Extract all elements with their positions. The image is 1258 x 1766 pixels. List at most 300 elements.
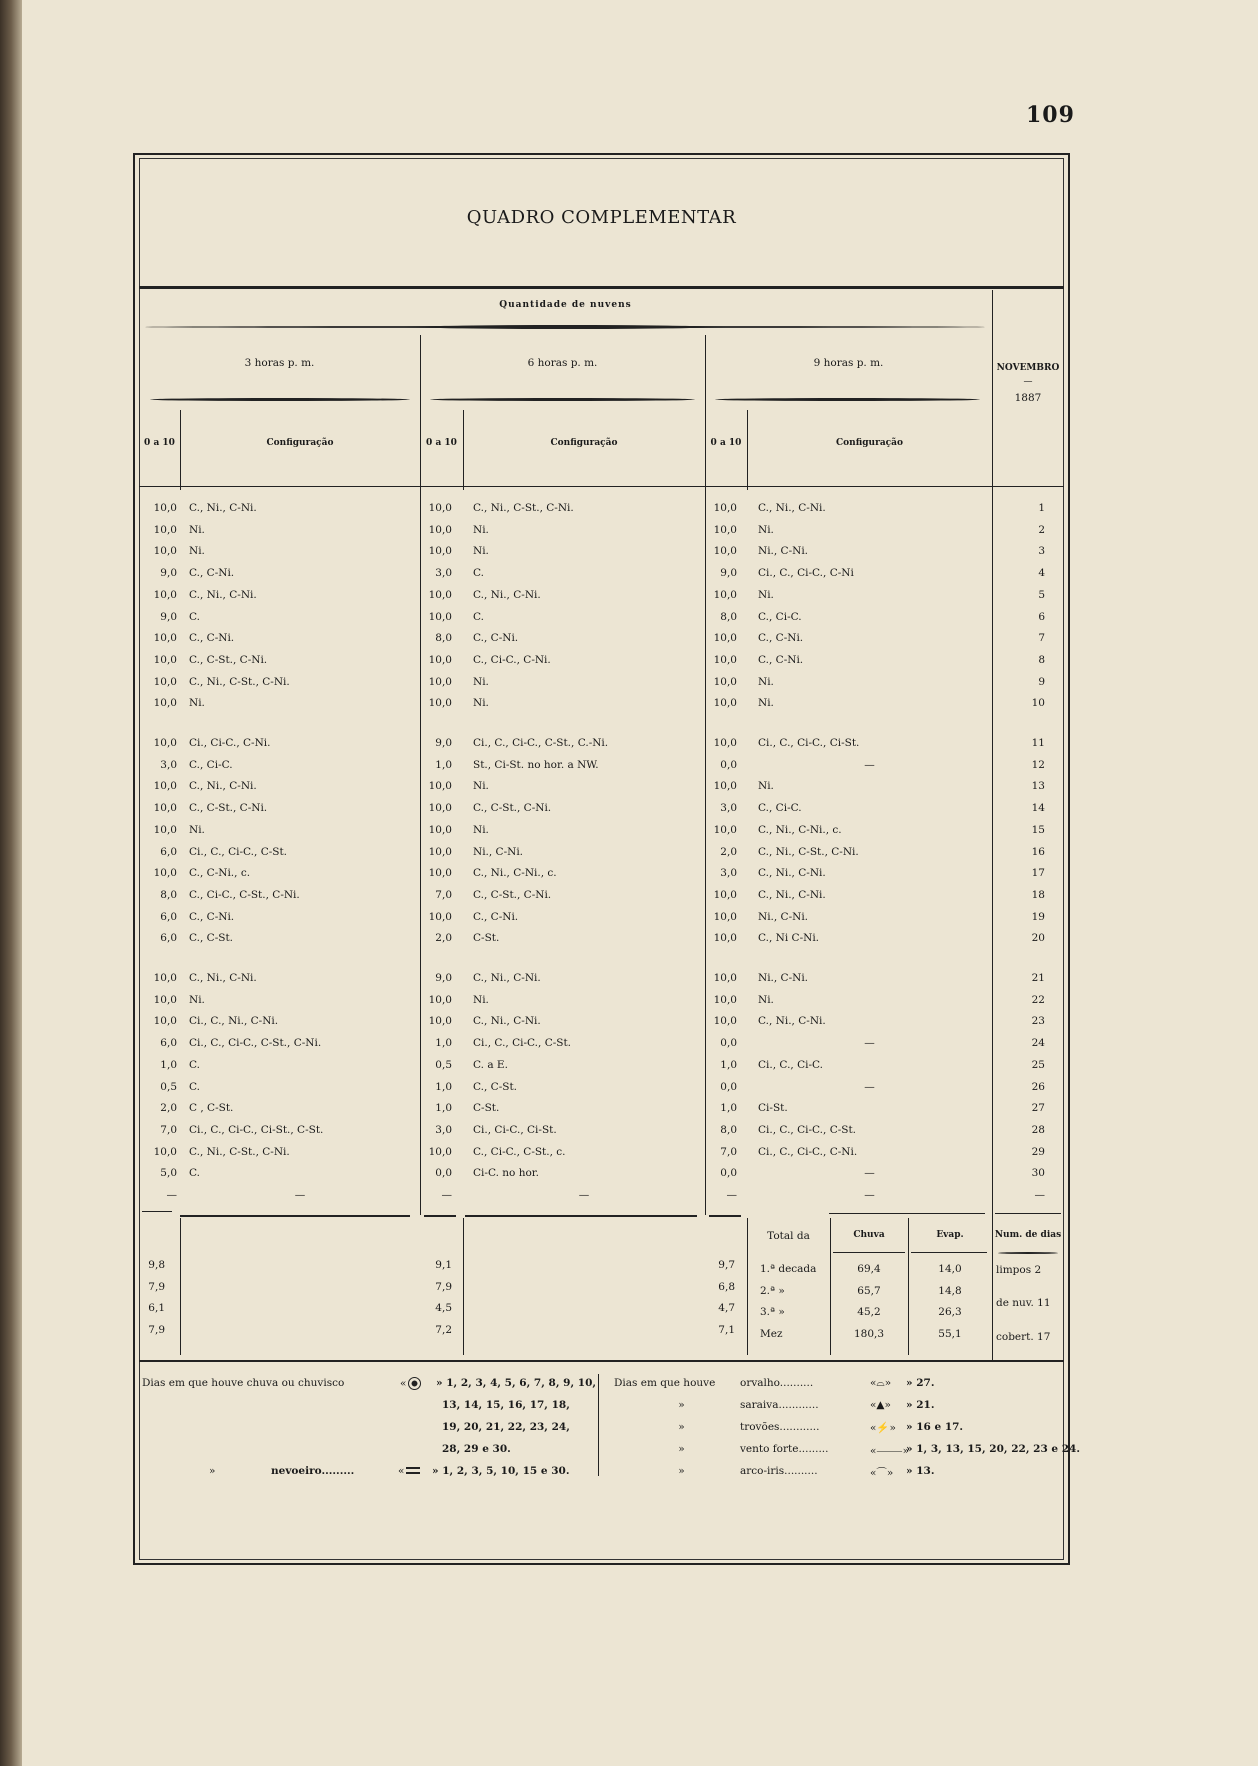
year-label: 1887 bbox=[1014, 392, 1042, 404]
summary-divider-3h bbox=[180, 1218, 181, 1355]
cloud-amount-9h: 8,0 bbox=[720, 1123, 737, 1136]
cloud-amount-9h: 10,0 bbox=[713, 502, 737, 514]
cloud-amount-9h: 0,0 bbox=[720, 758, 737, 771]
cloud-amount-6h: 10,0 bbox=[428, 675, 452, 688]
cloud-config-9h: Ni. bbox=[758, 697, 774, 710]
cloud-config-3h: Ni. bbox=[189, 523, 205, 536]
cloud-config-9h: — bbox=[864, 1189, 875, 1201]
month-label: NOVEMBRO bbox=[996, 363, 1060, 373]
notes-divider bbox=[598, 1374, 599, 1476]
cloud-config-6h: C., C-St., C-Ni. bbox=[473, 888, 552, 901]
cloud-config-6h: Ci., C., Ci-C., C-St. bbox=[473, 1037, 572, 1050]
cloud-amount-6h: 10,0 bbox=[428, 697, 452, 710]
cloud-amount-3h: 10,0 bbox=[153, 632, 177, 645]
cloud-config-6h: C., Ci-C., C-Ni. bbox=[473, 653, 551, 666]
cloud-config-6h: Ni., C-Ni. bbox=[473, 845, 524, 858]
day-number: 18 bbox=[1031, 888, 1045, 901]
cloud-config-3h: C., C-Ni. bbox=[189, 910, 235, 923]
scale-divider-6h bbox=[463, 410, 464, 490]
cloud-config-9h: C., Ni., C-Ni. bbox=[758, 867, 826, 880]
day-number: 3 bbox=[1038, 545, 1045, 558]
fog-days: » 1, 2, 3, 5, 10, 15 e 30. bbox=[432, 1465, 570, 1477]
cloud-amount-3h: 10,0 bbox=[153, 523, 177, 536]
cloud-amount-9h: 7,0 bbox=[720, 1145, 737, 1158]
page-number: 109 bbox=[1026, 102, 1075, 128]
cloud-amount-9h: 2,0 bbox=[720, 845, 737, 858]
cloud-config-6h: C., C-St., C-Ni. bbox=[473, 802, 552, 815]
day-number: 4 bbox=[1038, 567, 1045, 580]
cloud-amount-9h: 1,0 bbox=[720, 1102, 737, 1115]
cloud-config-3h: Ni. bbox=[189, 697, 205, 710]
day-number: 24 bbox=[1031, 1037, 1045, 1050]
rain-days-1: » 1, 2, 3, 4, 5, 6, 7, 8, 9, 10, bbox=[436, 1377, 597, 1389]
note-days: » 21. bbox=[906, 1399, 935, 1411]
cloud-config-6h: C., Ci-C., C-St., c. bbox=[473, 1145, 566, 1158]
period-label: Mez bbox=[760, 1327, 783, 1340]
cloud-config-9h: Ni. bbox=[758, 588, 774, 601]
cloud-config-6h: Ni. bbox=[473, 523, 489, 536]
cloud-amount-3h: 10,0 bbox=[153, 972, 177, 984]
day-number: 28 bbox=[1031, 1123, 1045, 1136]
cloud-amount-6h: 10,0 bbox=[428, 823, 452, 836]
note-days: » 16 e 17. bbox=[906, 1421, 964, 1433]
cloud-config-6h: C., C-Ni. bbox=[473, 910, 519, 923]
days-overcast: cobert. 17 bbox=[996, 1331, 1051, 1343]
cloud-amount-9h: 10,0 bbox=[713, 823, 737, 836]
cloud-config-3h: C., Ni., C-Ni. bbox=[189, 780, 257, 793]
cloud-config-6h: C. bbox=[473, 610, 484, 623]
cloud-amount-6h: 10,0 bbox=[428, 1015, 452, 1028]
cloud-config-6h: Ni. bbox=[473, 675, 489, 688]
cloud-config-6h: C-St. bbox=[473, 1102, 500, 1115]
cloud-config-9h: Ni. bbox=[758, 780, 774, 793]
cloud-config-3h: Ci., Ci-C., C-Ni. bbox=[189, 737, 271, 749]
cloud-config-9h: C., Ni C-Ni. bbox=[758, 932, 820, 945]
cloud-config-9h: C., C-Ni. bbox=[758, 653, 804, 666]
cloud-amount-9h: 0,0 bbox=[720, 1037, 737, 1050]
summary-divider-6h bbox=[463, 1218, 464, 1355]
cloud-config-3h: C., C-St. bbox=[189, 932, 234, 945]
cloud-amount-6h: 9,0 bbox=[435, 737, 452, 749]
day-number: 16 bbox=[1031, 845, 1045, 858]
day-number: 25 bbox=[1031, 1058, 1045, 1071]
num-days-header: Num. de dias bbox=[994, 1230, 1062, 1240]
cloud-amount-6h: 7,0 bbox=[435, 888, 452, 901]
cloud-config-3h: C., C-Ni. bbox=[189, 567, 235, 580]
note-prefix: » bbox=[678, 1399, 685, 1411]
subtitle: Quantidade de nuvens bbox=[499, 300, 632, 310]
rainbow-icon: «⌒» bbox=[870, 1467, 894, 1479]
cloud-amount-9h: 10,0 bbox=[713, 653, 737, 666]
day-number: 30 bbox=[1031, 1167, 1045, 1180]
day-number: 27 bbox=[1031, 1102, 1045, 1115]
cloud-config-3h: Ni. bbox=[189, 823, 205, 836]
cloud-config-9h: C., Ci-C. bbox=[758, 610, 802, 623]
cloud-amount-9h: 10,0 bbox=[713, 1015, 737, 1028]
cloud-amount-3h: 6,0 bbox=[160, 910, 177, 923]
cloud-config-3h: C , C-St. bbox=[189, 1102, 234, 1115]
cloud-config-9h: Ci., C., Ci-C. bbox=[758, 1058, 824, 1071]
day-number: 23 bbox=[1031, 1015, 1045, 1028]
note-days: » 1, 3, 13, 15, 20, 22, 23 e 24. bbox=[906, 1443, 1081, 1455]
cloud-amount-6h: 10,0 bbox=[428, 523, 452, 536]
average-9h: 9,7 bbox=[718, 1259, 735, 1271]
cloud-amount-3h: 8,0 bbox=[160, 888, 177, 901]
cloud-config-3h: C. bbox=[189, 1167, 200, 1180]
days-clear: limpos 2 bbox=[996, 1264, 1042, 1276]
day-number: — bbox=[1034, 1189, 1045, 1201]
cloud-amount-3h: 10,0 bbox=[153, 993, 177, 1006]
day-number: 1 bbox=[1038, 502, 1045, 514]
cloud-config-3h: C., Ni., C-Ni. bbox=[189, 502, 257, 514]
thunder-icon: «⚡» bbox=[870, 1422, 896, 1434]
cloud-amount-6h: 10,0 bbox=[428, 610, 452, 623]
cloud-config-6h: Ni. bbox=[473, 545, 489, 558]
cloud-amount-3h: 3,0 bbox=[160, 758, 177, 771]
cloud-amount-6h: 10,0 bbox=[428, 867, 452, 880]
cloud-config-9h: Ni., C-Ni. bbox=[758, 910, 809, 923]
cloud-amount-3h: 10,0 bbox=[153, 502, 177, 514]
cloud-amount-6h: 10,0 bbox=[428, 653, 452, 666]
day-number: 15 bbox=[1031, 823, 1045, 836]
day-number: 7 bbox=[1038, 632, 1045, 645]
notes-top-rule bbox=[139, 1360, 1064, 1362]
note-prefix: » bbox=[678, 1443, 685, 1455]
cloud-amount-3h: 10,0 bbox=[153, 802, 177, 815]
day-number: 13 bbox=[1031, 780, 1045, 793]
cloud-config-9h: Ni. bbox=[758, 993, 774, 1006]
cloud-config-3h: C., C-St., C-Ni. bbox=[189, 802, 268, 815]
evap-header-rule bbox=[911, 1252, 987, 1253]
summary-rule-ac bbox=[180, 1215, 410, 1217]
cloud-amount-3h: 10,0 bbox=[153, 545, 177, 558]
cloud-config-3h: Ni. bbox=[189, 993, 205, 1006]
cloud-config-9h: C., Ni., C-Ni. bbox=[758, 888, 826, 901]
cloud-amount-3h: 9,0 bbox=[160, 610, 177, 623]
rain-total: 45,2 bbox=[857, 1306, 881, 1318]
cloud-config-9h: Ni. bbox=[758, 523, 774, 536]
cloud-amount-9h: 10,0 bbox=[713, 888, 737, 901]
cloud-config-9h: C., Ni., C-Ni., c. bbox=[758, 823, 842, 836]
cloud-amount-6h: 10,0 bbox=[428, 845, 452, 858]
cloud-amount-6h: 9,0 bbox=[435, 972, 452, 984]
cloud-amount-9h: 10,0 bbox=[713, 780, 737, 793]
cloud-config-9h: Ni. bbox=[758, 675, 774, 688]
scale-header-3h: 0 a 10 bbox=[144, 438, 175, 448]
cloud-amount-3h: 10,0 bbox=[153, 780, 177, 793]
cloud-amount-3h: 6,0 bbox=[160, 1037, 177, 1050]
cloud-amount-3h: 9,0 bbox=[160, 567, 177, 580]
hail-icon: «▲» bbox=[870, 1399, 891, 1411]
cloud-amount-6h: — bbox=[441, 1189, 452, 1201]
month-header-rule bbox=[992, 486, 1064, 487]
cloud-amount-9h: 9,0 bbox=[720, 567, 737, 580]
cloud-config-3h: — bbox=[294, 1189, 306, 1201]
note-days: » 27. bbox=[906, 1377, 935, 1389]
note-label: vento forte......... bbox=[740, 1443, 829, 1455]
cloud-config-9h: Ni., C-Ni. bbox=[758, 545, 809, 558]
period-label: 3.ª » bbox=[760, 1306, 785, 1318]
period-6h: 6 horas p. m. bbox=[527, 357, 598, 369]
config-header-9h: Configuração bbox=[836, 438, 903, 448]
period-3h: 3 horas p. m. bbox=[244, 357, 315, 369]
note-label: saraiva............ bbox=[740, 1399, 819, 1411]
cloud-config-6h: C., Ni., C-Ni. bbox=[473, 588, 541, 601]
cloud-amount-6h: 1,0 bbox=[435, 1037, 452, 1050]
rain-days-2: 13, 14, 15, 16, 17, 18, bbox=[442, 1399, 570, 1411]
summary-rule-bc bbox=[465, 1215, 697, 1217]
day-number: 20 bbox=[1031, 932, 1045, 945]
cloud-config-6h: C-St. bbox=[473, 932, 500, 945]
cloud-amount-6h: 1,0 bbox=[435, 758, 452, 771]
cloud-config-9h: C., Ni., C-St., C-Ni. bbox=[758, 845, 859, 858]
cloud-amount-9h: 8,0 bbox=[720, 610, 737, 623]
cloud-config-3h: Ci., C., Ci-C., C-St., C-Ni. bbox=[189, 1037, 322, 1050]
cloud-amount-6h: 10,0 bbox=[428, 545, 452, 558]
cloud-config-6h: C., C-St. bbox=[473, 1080, 518, 1093]
cloud-amount-3h: 10,0 bbox=[153, 697, 177, 710]
cloud-amount-9h: 3,0 bbox=[720, 867, 737, 880]
rain-days-3: 19, 20, 21, 22, 23, 24, bbox=[442, 1421, 570, 1433]
day-number: 2 bbox=[1038, 523, 1045, 536]
summary-rule-a bbox=[142, 1211, 172, 1212]
period-6h-flourish bbox=[430, 398, 695, 401]
cloud-amount-3h: 10,0 bbox=[153, 1145, 177, 1158]
cloud-config-6h: St., Ci-St. no hor. a NW. bbox=[473, 758, 599, 771]
cloud-amount-9h: 3,0 bbox=[720, 802, 737, 815]
title-rule bbox=[139, 286, 1064, 289]
summary-rule-totals bbox=[829, 1213, 985, 1214]
strong-wind-icon: «⸻» bbox=[870, 1445, 910, 1457]
scale-divider-9h bbox=[747, 410, 748, 490]
cloud-config-3h: Ci., C., Ci-C., C-St. bbox=[189, 845, 288, 858]
cloud-config-9h: — bbox=[864, 758, 875, 771]
cloud-amount-3h: 10,0 bbox=[153, 823, 177, 836]
cloud-config-9h: Ci-St. bbox=[758, 1102, 788, 1115]
day-number: 12 bbox=[1031, 758, 1045, 771]
rain-icon: « bbox=[400, 1377, 423, 1390]
scale-header-9h: 0 a 10 bbox=[710, 438, 742, 448]
cloud-amount-6h: 8,0 bbox=[435, 632, 452, 645]
month-dash: — bbox=[1023, 377, 1033, 387]
cloud-amount-6h: 3,0 bbox=[435, 567, 452, 580]
cloud-config-9h: — bbox=[864, 1037, 875, 1050]
note-prefix: Dias em que houve bbox=[614, 1377, 716, 1389]
evap-total: 26,3 bbox=[938, 1306, 962, 1318]
cloud-config-6h: C. a E. bbox=[473, 1058, 508, 1071]
cloud-config-9h: Ni., C-Ni. bbox=[758, 972, 809, 984]
day-number: 9 bbox=[1038, 675, 1045, 688]
cloud-amount-9h: 10,0 bbox=[713, 675, 737, 688]
cloud-amount-6h: 10,0 bbox=[428, 802, 452, 815]
cloud-amount-6h: 10,0 bbox=[428, 502, 452, 514]
average-9h: 6,8 bbox=[718, 1280, 735, 1293]
cloud-config-9h: Ci., C., Ci-C., C-Ni bbox=[758, 567, 854, 580]
cloud-config-9h: Ci., C., Ci-C., C-St. bbox=[758, 1123, 857, 1136]
evap-total: 55,1 bbox=[938, 1327, 962, 1340]
average-3h: 6,1 bbox=[148, 1302, 165, 1314]
cloud-config-3h: C., C-St., C-Ni. bbox=[189, 653, 268, 666]
day-number: 10 bbox=[1031, 697, 1045, 710]
cloud-config-3h: C. bbox=[189, 1058, 200, 1071]
config-header-3h: Configuração bbox=[266, 438, 334, 448]
cloud-config-6h: Ni. bbox=[473, 823, 489, 836]
cloud-amount-3h: 7,0 bbox=[160, 1123, 177, 1136]
rain-total: 65,7 bbox=[857, 1284, 881, 1297]
cloud-amount-6h: 3,0 bbox=[435, 1123, 452, 1136]
cloud-amount-9h: 10,0 bbox=[713, 523, 737, 536]
cloud-config-6h: C., Ni., C-St., C-Ni. bbox=[473, 502, 574, 514]
cloud-config-6h: C., Ni., C-Ni. bbox=[473, 972, 541, 984]
note-days: » 13. bbox=[906, 1465, 935, 1477]
cloud-amount-9h: 10,0 bbox=[713, 588, 737, 601]
cloud-amount-3h: 0,5 bbox=[160, 1080, 177, 1093]
dew-icon: «⌓» bbox=[870, 1377, 892, 1389]
evap-total: 14,0 bbox=[938, 1263, 962, 1275]
summary-rule-b bbox=[424, 1215, 456, 1217]
rain-total: 69,4 bbox=[857, 1263, 881, 1275]
average-6h: 7,2 bbox=[435, 1323, 452, 1336]
cloud-amount-9h: 10,0 bbox=[713, 972, 737, 984]
average-3h: 7,9 bbox=[148, 1323, 165, 1336]
config-header-6h: Configuração bbox=[550, 438, 618, 448]
cloud-amount-6h: 10,0 bbox=[428, 588, 452, 601]
note-label: orvalho.......... bbox=[740, 1377, 814, 1389]
evap-total: 14,8 bbox=[938, 1284, 962, 1297]
cloud-config-9h: — bbox=[864, 1080, 875, 1093]
cloud-amount-3h: 1,0 bbox=[160, 1058, 177, 1071]
cloud-amount-3h: 6,0 bbox=[160, 845, 177, 858]
cloud-amount-3h: 10,0 bbox=[153, 737, 177, 749]
cloud-amount-9h: 0,0 bbox=[720, 1080, 737, 1093]
period-label: 1.ª decada bbox=[760, 1263, 817, 1275]
fog-prefix: » bbox=[209, 1465, 216, 1477]
cloud-config-9h: C., Ni., C-Ni. bbox=[758, 502, 826, 514]
header-bottom-rule bbox=[139, 486, 992, 487]
cloud-config-6h: — bbox=[578, 1189, 590, 1201]
cloud-amount-3h: 2,0 bbox=[160, 1102, 177, 1115]
cloud-config-3h: C., Ni., C-St., C-Ni. bbox=[189, 1145, 290, 1158]
cloud-config-6h: Ci., C., Ci-C., C-St., C.-Ni. bbox=[473, 737, 609, 749]
cloud-amount-6h: 10,0 bbox=[428, 780, 452, 793]
cloud-config-6h: C. bbox=[473, 567, 484, 580]
cloud-amount-3h: 6,0 bbox=[160, 932, 177, 945]
fog-label: nevoeiro......... bbox=[271, 1465, 355, 1477]
cloud-amount-6h: 0,5 bbox=[435, 1058, 452, 1071]
cloud-config-3h: C., Ci-C. bbox=[189, 758, 233, 771]
cloud-amount-9h: 0,0 bbox=[720, 1167, 737, 1180]
rain-days-label: Dias em que houve chuva ou chuvisco bbox=[142, 1377, 345, 1389]
cloud-amount-9h: 10,0 bbox=[713, 632, 737, 645]
average-9h: 4,7 bbox=[718, 1302, 735, 1314]
period-label: 2.ª » bbox=[760, 1284, 785, 1297]
average-9h: 7,1 bbox=[718, 1323, 735, 1336]
days-cloudy: de nuv. 11 bbox=[996, 1297, 1051, 1309]
cloud-amount-9h: 10,0 bbox=[713, 545, 737, 558]
cloud-amount-9h: 10,0 bbox=[713, 737, 737, 749]
cloud-config-9h: Ci., C., Ci-C., C-Ni. bbox=[758, 1145, 858, 1158]
cloud-config-3h: C., Ni., C-St., C-Ni. bbox=[189, 675, 290, 688]
cloud-amount-9h: 1,0 bbox=[720, 1058, 737, 1071]
average-3h: 7,9 bbox=[148, 1280, 165, 1293]
evap-header: Evap. bbox=[936, 1230, 964, 1240]
average-6h: 9,1 bbox=[435, 1259, 452, 1271]
cloud-amount-3h: 10,0 bbox=[153, 588, 177, 601]
cloud-config-3h: Ci., C., Ni., C-Ni. bbox=[189, 1015, 279, 1028]
cloud-config-9h: Ci., C., Ci-C., Ci-St. bbox=[758, 737, 860, 749]
cloud-config-9h: — bbox=[864, 1167, 875, 1180]
cloud-amount-3h: 10,0 bbox=[153, 867, 177, 880]
cloud-config-3h: C., Ni., C-Ni. bbox=[189, 588, 257, 601]
day-number: 8 bbox=[1038, 653, 1045, 666]
cloud-config-6h: Ci-C. no hor. bbox=[473, 1167, 539, 1180]
page-title: QUADRO COMPLEMENTAR bbox=[466, 207, 737, 228]
cloud-config-3h: C., C-Ni., c. bbox=[189, 867, 251, 880]
cloud-config-9h: C., C-Ni. bbox=[758, 632, 804, 645]
rain-header: Chuva bbox=[853, 1230, 885, 1240]
day-number: 29 bbox=[1031, 1145, 1045, 1158]
cloud-amount-9h: — bbox=[726, 1189, 737, 1201]
day-number: 21 bbox=[1031, 972, 1045, 984]
cloud-amount-6h: 1,0 bbox=[435, 1102, 452, 1115]
summary-rule-days bbox=[995, 1213, 1061, 1214]
cloud-config-9h: C., Ni., C-Ni. bbox=[758, 1015, 826, 1028]
cloud-config-3h: Ni. bbox=[189, 545, 205, 558]
note-label: trovões............ bbox=[740, 1421, 820, 1433]
cloud-config-3h: C., C-Ni. bbox=[189, 632, 235, 645]
num-days-flourish bbox=[998, 1252, 1058, 1254]
average-3h: 9,8 bbox=[148, 1259, 165, 1271]
day-number: 5 bbox=[1038, 588, 1045, 601]
cloud-config-3h: C., Ni., C-Ni. bbox=[189, 972, 257, 984]
rain-header-rule bbox=[833, 1252, 905, 1253]
cloud-config-9h: C., Ci-C. bbox=[758, 802, 802, 815]
day-number: 22 bbox=[1031, 993, 1045, 1006]
note-label: arco-iris.......... bbox=[740, 1465, 818, 1477]
totals-header: Total da bbox=[767, 1230, 810, 1242]
day-number: 6 bbox=[1038, 610, 1045, 623]
cloud-amount-9h: 10,0 bbox=[713, 932, 737, 945]
cloud-config-6h: C., C-Ni. bbox=[473, 632, 519, 645]
scale-divider-3h bbox=[180, 410, 181, 490]
cloud-config-6h: Ni. bbox=[473, 780, 489, 793]
cloud-amount-6h: 10,0 bbox=[428, 910, 452, 923]
cloud-config-3h: C., Ci-C., C-St., C-Ni. bbox=[189, 888, 300, 901]
average-6h: 4,5 bbox=[435, 1302, 452, 1314]
cloud-amount-3h: 10,0 bbox=[153, 653, 177, 666]
period-3h-flourish bbox=[150, 398, 410, 401]
book-binding-edge bbox=[0, 0, 22, 1766]
day-number: 17 bbox=[1031, 867, 1045, 880]
cloud-config-6h: Ni. bbox=[473, 697, 489, 710]
cloud-config-3h: Ci., C., Ci-C., Ci-St., C-St. bbox=[189, 1123, 324, 1136]
cloud-amount-6h: 10,0 bbox=[428, 1145, 452, 1158]
cloud-amount-9h: 10,0 bbox=[713, 910, 737, 923]
scale-header-6h: 0 a 10 bbox=[426, 438, 457, 448]
period-9h-flourish bbox=[715, 398, 980, 401]
cloud-config-6h: C., Ni., C-Ni. bbox=[473, 1015, 541, 1028]
cloud-config-3h: C. bbox=[189, 610, 200, 623]
rain-days-4: 28, 29 e 30. bbox=[442, 1443, 511, 1455]
note-prefix: » bbox=[678, 1421, 685, 1433]
cloud-amount-6h: 0,0 bbox=[435, 1167, 452, 1180]
day-number: 11 bbox=[1031, 737, 1045, 749]
day-number: 19 bbox=[1031, 910, 1045, 923]
cloud-amount-3h: — bbox=[166, 1189, 177, 1201]
cloud-amount-3h: 10,0 bbox=[153, 675, 177, 688]
day-number: 26 bbox=[1031, 1080, 1045, 1093]
fog-icon: « bbox=[398, 1465, 422, 1477]
